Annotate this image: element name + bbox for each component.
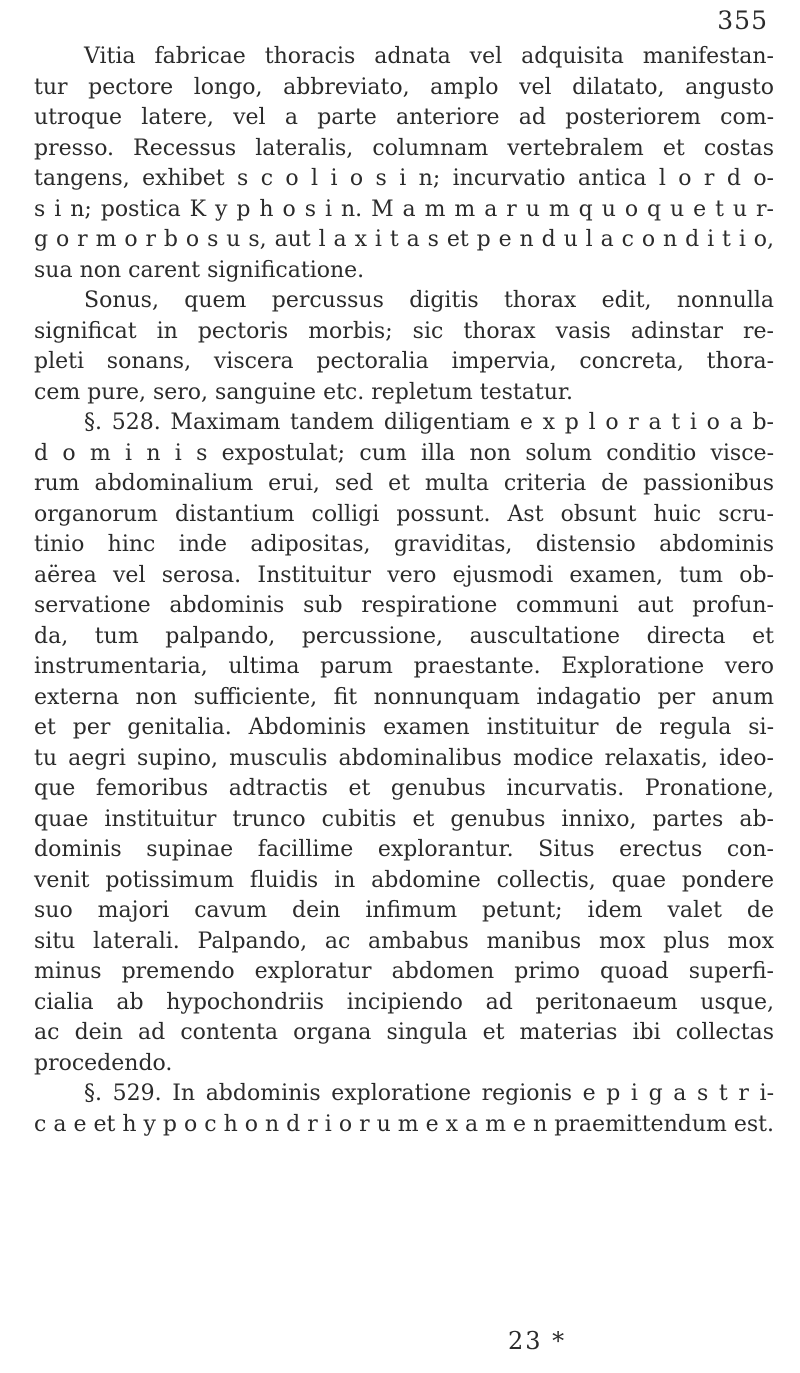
text-line: aërea vel serosa. Instituitur vero ejusmodi examen, tum ob- <box>34 562 774 588</box>
text-line: Vitia fabricae thoracis adnata vel adquisita manifestan- <box>84 44 774 69</box>
text-line: pleti sonans, viscera pectoralia impervia, concreta, thora- <box>34 349 774 374</box>
text-line: §. 528. Maximam tandem diligentiam e x p l o r a t i o a b- <box>84 410 774 435</box>
text-line: tangens, exhibet s c o l i o s i n; incurvatio antica l o r d o- <box>34 166 774 191</box>
text-line: procedendo. <box>34 1050 173 1076</box>
text-line: c a e et h y p o c h o n d r i o r u m e x a m e n praemittendum est. <box>34 1111 774 1137</box>
text-line: presso. Recessus lateralis, columnam vertebralem et costas <box>34 135 774 161</box>
text-line: externa non sufficiente, fit nonnunquam indagatio per anum <box>34 684 774 710</box>
text-line: venit potissimum fluidis in abdomine collectis, quae pondere <box>34 867 774 893</box>
text-line: situ laterali. Palpando, ac ambabus manibus mox plus mox <box>34 928 774 954</box>
text-line: g o r m o r b o s u s, aut l a x i t a s et p e n d u l a c o n d i t i o, <box>34 227 774 252</box>
text-line: et per genitalia. Abdominis examen instituitur de regula si- <box>34 715 774 740</box>
text-line: rum abdominalium erui, sed et multa criteria de passionibus <box>34 471 774 496</box>
text-line: tu aegri supino, musculis abdominalibus modice relaxatis, ideo- <box>34 745 774 771</box>
text-line: Sonus, quem percussus digitis thorax edit, nonnulla <box>84 288 774 313</box>
text-line: cialia ab hypochondriis incipiendo ad peritonaeum usque, <box>34 989 774 1015</box>
text-line: que femoribus adtractis et genubus incurvatis. Pronatione, <box>34 776 774 801</box>
page-number: 355 <box>717 6 768 35</box>
text-line: significat in pectoris morbis; sic thorax vasis adinstar re- <box>34 318 774 344</box>
text-line: d o m i n i s expostulat; cum illa non solum conditio visce- <box>34 440 774 466</box>
text-line: suo majori cavum dein infimum petunt; idem valet de <box>34 898 774 923</box>
text-line: quae instituitur trunco cubitis et genubus innixo, partes ab- <box>34 806 774 832</box>
text-line: tinio hinc inde adipositas, graviditas, distensio abdominis <box>34 532 774 557</box>
text-line: cem pure, sero, sanguine etc. repletum testatur. <box>34 379 573 405</box>
text-line: sua non carent significatione. <box>34 257 365 283</box>
text-line: organorum distantium colligi possunt. Ast obsunt huic scru- <box>34 501 774 527</box>
text-line: ac dein ad contenta organa singula et materias ibi collectas <box>34 1020 774 1045</box>
text-line: tur pectore longo, abbreviato, amplo vel dilatato, angusto <box>34 74 774 100</box>
signature-mark: 23 * <box>508 1327 567 1355</box>
text-line: §. 529. In abdominis exploratione regionis e p i g a s t r i- <box>84 1081 774 1106</box>
text-line: s i n; postica K y p h o s i n. M a m m a r u m q u o q u e t u r- <box>34 196 774 222</box>
text-line: instrumentaria, ultima parum praestante. Exploratione vero <box>34 654 774 679</box>
body-text <box>34 42 774 1140</box>
text-line: minus premendo exploratur abdomen primo quoad superfi- <box>34 959 774 984</box>
text-line: servatione abdominis sub respiratione communi aut profun- <box>34 593 774 618</box>
text-line: utroque latere, vel a parte anteriore ad posteriorem com- <box>34 105 774 130</box>
text-line: da, tum palpando, percussione, auscultatione directa et <box>34 623 774 649</box>
text-line: dominis supinae facillime explorantur. Situs erectus con- <box>34 837 774 862</box>
